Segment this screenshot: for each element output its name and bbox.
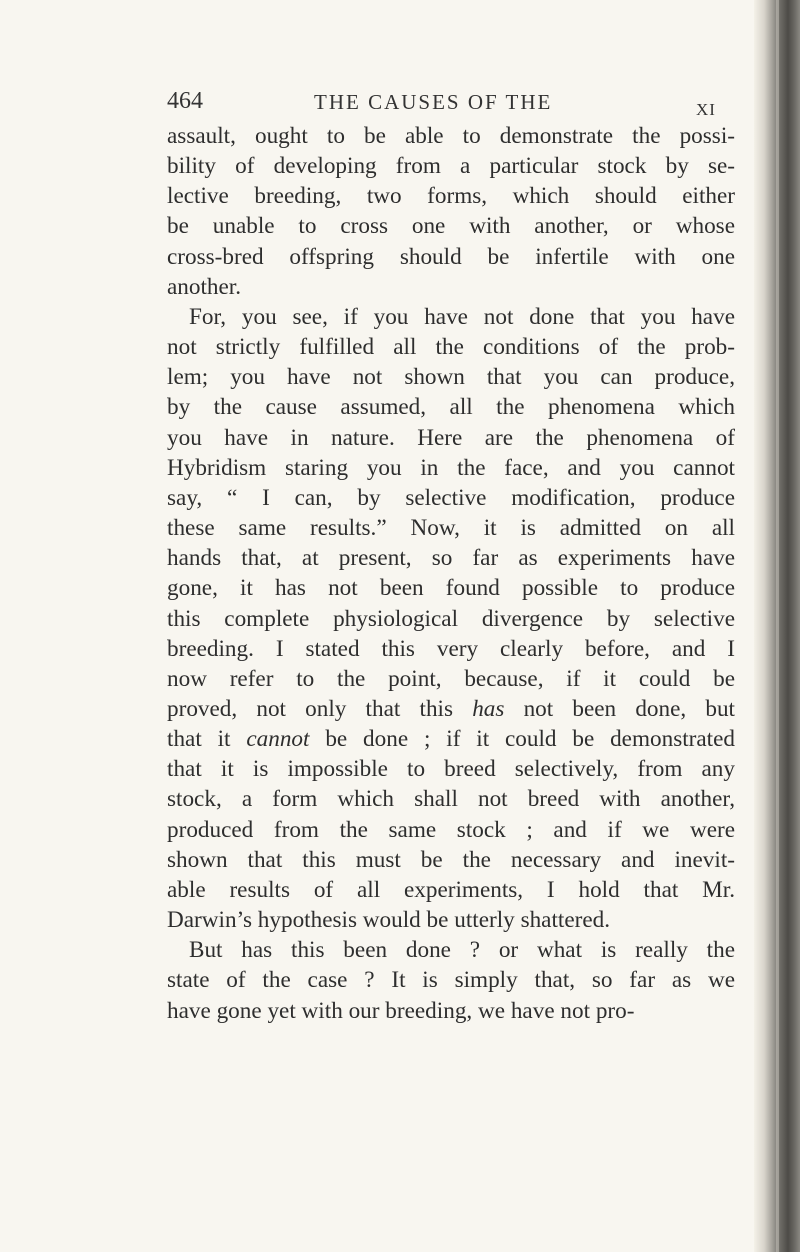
text-line: gone, it has not been found possible to produce — [167, 575, 735, 602]
text-line: Hybridism staring you in the face, and you cannot — [167, 454, 735, 481]
text-line: bility of developing from a particular stock by se- — [167, 153, 735, 180]
paragraph — [167, 302, 735, 935]
text-line: Darwin’s hypothesis would be utterly shattered. — [167, 907, 611, 934]
text-line: cross-bred offspring should be infertile with one — [167, 243, 735, 270]
page-number: 464 — [167, 88, 203, 114]
text-line: now refer to the point, because, if it could be — [167, 665, 735, 692]
emphasis: cannot — [246, 726, 310, 753]
page-edge-shadow — [754, 0, 800, 1252]
text-line: another. — [167, 273, 242, 300]
text-line: these same results.” Now, it is admitted on all — [167, 515, 735, 542]
text-line: proved, not only that this has not been done, but — [167, 695, 736, 722]
chapter-number: XI — [696, 100, 716, 119]
text-line: assault, ought to be able to demonstrate the possi- — [167, 123, 735, 149]
paragraph — [167, 935, 735, 1025]
text-line: But has this been done ? or what is really the — [189, 937, 735, 964]
emphasis: has — [472, 695, 505, 722]
paragraph — [167, 121, 735, 302]
text-line: hands that, at present, so far as experiments have — [167, 545, 735, 572]
text-line: lective breeding, two forms, which should either — [167, 183, 735, 210]
text-line: that it cannot be done ; if it could be demonstrated — [167, 726, 736, 753]
text-line: produced from the same stock ; and if we were — [167, 816, 735, 843]
text-line: lem; you have not shown that you can produce, — [167, 364, 735, 391]
text-line: by the cause assumed, all the phenomena which — [167, 394, 735, 421]
text-line: be unable to cross one with another, or whose — [167, 213, 735, 240]
text-line: able results of all experiments, I hold that Mr. — [167, 876, 735, 903]
text-line: breeding. I stated this very clearly before, and I — [167, 635, 735, 662]
running-title: THE CAUSES OF THE — [314, 90, 553, 114]
text-line: not strictly fulfilled all the conditions of the prob- — [167, 334, 735, 361]
text-line: this complete physiological divergence by selective — [167, 605, 735, 632]
text-line: state of the case ? It is simply that, so far as we — [167, 967, 735, 994]
body-text — [167, 121, 735, 1026]
text-line: have gone yet with our breeding, we have not pro- — [167, 997, 635, 1024]
text-line: shown that this must be the necessary and inevit- — [167, 846, 735, 873]
running-header — [167, 88, 737, 122]
text-line: stock, a form which shall not breed with another, — [167, 786, 735, 813]
text-line: you have in nature. Here are the phenomena of — [167, 424, 735, 451]
text-line: that it is impossible to breed selectively, from any — [167, 756, 735, 783]
text-line: say, “ I can, by selective modification, produce — [167, 484, 735, 511]
text-line: For, you see, if you have not done that you have — [189, 303, 735, 330]
